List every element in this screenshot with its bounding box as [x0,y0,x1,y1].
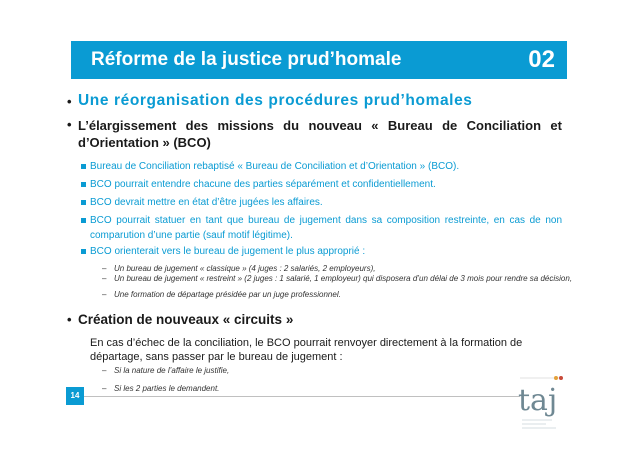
square-bullet-icon [81,164,86,169]
bco-item: BCO orienterait vers le bureau de jugement le plus approprié : [90,246,366,257]
page-number: 14 [66,387,84,405]
orientation-option: – Un bureau de jugement « restreint » (2 juges : 1 salarié, 1 employeur) qui disposera d’un délai de 3 mois pour rendre sa décision, [102,274,573,283]
slide-title: Réforme de la justice prud’homale [91,49,402,70]
circuits-heading: Création de nouveaux « circuits » [78,312,294,327]
square-bullet-icon [81,218,86,223]
logo-lettering: taj [518,383,558,418]
orientation-option: – Un bureau de jugement « classique » (4 juges : 2 salariés, 2 employeurs), [102,264,376,273]
square-bullet-icon [81,249,86,254]
taj-logo [516,368,568,434]
circuits-condition: – Si les 2 parties le demandent. [102,384,220,393]
bco-item: BCO devrait mettre en état d’être jugées les affaires. [90,197,323,208]
section-number: 02 [528,46,555,73]
bullet-marker: • [67,117,72,132]
bco-item: BCO pourrait statuer en tant que bureau de jugement dans sa composition restreinte, en cas de non comparution d’une partie (sauf motif légitime). [90,215,562,241]
square-bullet-icon [81,200,86,205]
circuits-condition: – Si la nature de l’affaire le justifie, [102,366,230,375]
bco-item: BCO pourrait entendre chacune des parties séparément et confidentiellement. [90,179,436,190]
circuits-paragraph: En cas d’échec de la conciliation, le BCO pourrait renvoyer directement à la formation de départage, sans passer par le bureau de jugement : [90,337,523,363]
footer-divider [84,396,520,397]
bco-heading: L’élargissement des missions du nouveau « Bureau de Conciliation et d’Orientation » (BCO) [78,118,562,150]
bco-item: Bureau de Conciliation rebaptisé « Bureau de Conciliation et d’Orientation » (BCO). [90,161,460,172]
square-bullet-icon [81,182,86,187]
title-banner [71,41,567,79]
section-heading-reorganisation: Une réorganisation des procédures prud’homales [78,92,473,109]
orientation-option: – Une formation de départage présidée par un juge professionnel. [102,290,341,299]
bullet-marker: • [67,312,72,327]
bullet-marker: • [67,94,72,109]
